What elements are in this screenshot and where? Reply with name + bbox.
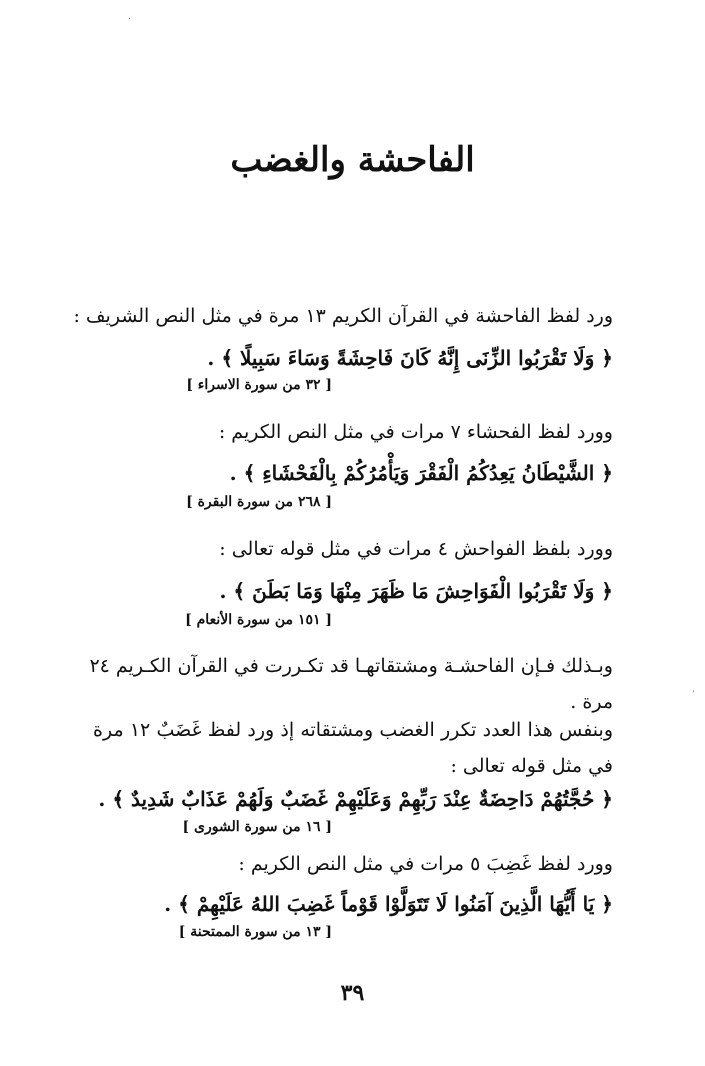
- verse-reference: [ ١٦ من سورة الشورى ]: [182, 819, 332, 835]
- verse-reference: [ ٢٦٨ من سورة البقرة ]: [186, 494, 332, 510]
- verse-reference: [ ١٣ من سورة الممتحنة ]: [178, 924, 332, 940]
- paragraph-line: وورد لفظ الفحشاء ٧ مرات في مثل النص الكريم :: [218, 421, 613, 443]
- quran-verse: ﴿ وَلَا تَقْرَبُوا الزِّنَى إِنَّهُ كَانَ فَاحِشَةً وَسَاءَ سَبِيلًا ﴾ .: [207, 346, 613, 370]
- quran-verse: ﴿ الشَّيْطَانُ يَعِدُكُمُ الْفَقْرَ وَيَأْمُرُكُمْ بِالْفَحْشَاءِ ﴾ .: [229, 461, 613, 485]
- paragraph-line: وبـذلك فـإن الفاحشـة ومشتقاتهـا قد تكـررت في القرآن الكـريم ٢٤: [89, 655, 613, 677]
- quran-verse: ﴿ وَلَا تَقْرَبُوا الْفَوَاحِشَ مَا ظَهَرَ مِنْهَا وَمَا بَطَنَ ﴾ .: [219, 579, 613, 603]
- paragraph-line: في مثل قوله تعالى :: [450, 755, 613, 777]
- paragraph-line: مرة .: [570, 691, 613, 713]
- paragraph-line: وورد بلفظ الفواحش ٤ مرات في مثل قوله تعالى :: [219, 538, 613, 560]
- verse-reference: [ ٣٢ من سورة الاسراء ]: [186, 377, 332, 393]
- paragraph-line: وبنفس هذا العدد تكرر الغضب ومشتقاته إذ ورد لفظ غَضَبٌ ١٢ مرة: [93, 719, 614, 741]
- scan-speck: ·: [128, 14, 132, 25]
- page-title: الفاحشة والغضب: [230, 140, 475, 180]
- scan-speck: ˈ: [692, 690, 695, 701]
- quran-verse: ﴿ حُجَّتُهُمْ دَاحِضَةٌ عِنْدَ رَبِّهِمْ وَعَلَيْهِمْ غَضَبٌ وَلَهُمْ عَذَابٌ شَدِيدٌ ﴾ .: [98, 787, 613, 811]
- paragraph-line: وورد لفظ غَضِبَ ٥ مرات في مثل النص الكريم :: [238, 853, 613, 875]
- page-number: ٣٩: [340, 980, 365, 1006]
- paragraph-line: ورد لفظ الفاحشة في القرآن الكريم ١٣ مرة في مثل النص الشريف :: [73, 305, 613, 327]
- verse-reference: [ ١٥١ من سورة الأنعام ]: [185, 612, 332, 628]
- quran-verse: ﴿ يَا أَيُّهَا الَّذِينَ آمَنُوا لَا تَتَوَلَّوْا قَوْماً غَضِبَ اللهُ عَلَيْهِمْ ﴾ .: [164, 892, 613, 916]
